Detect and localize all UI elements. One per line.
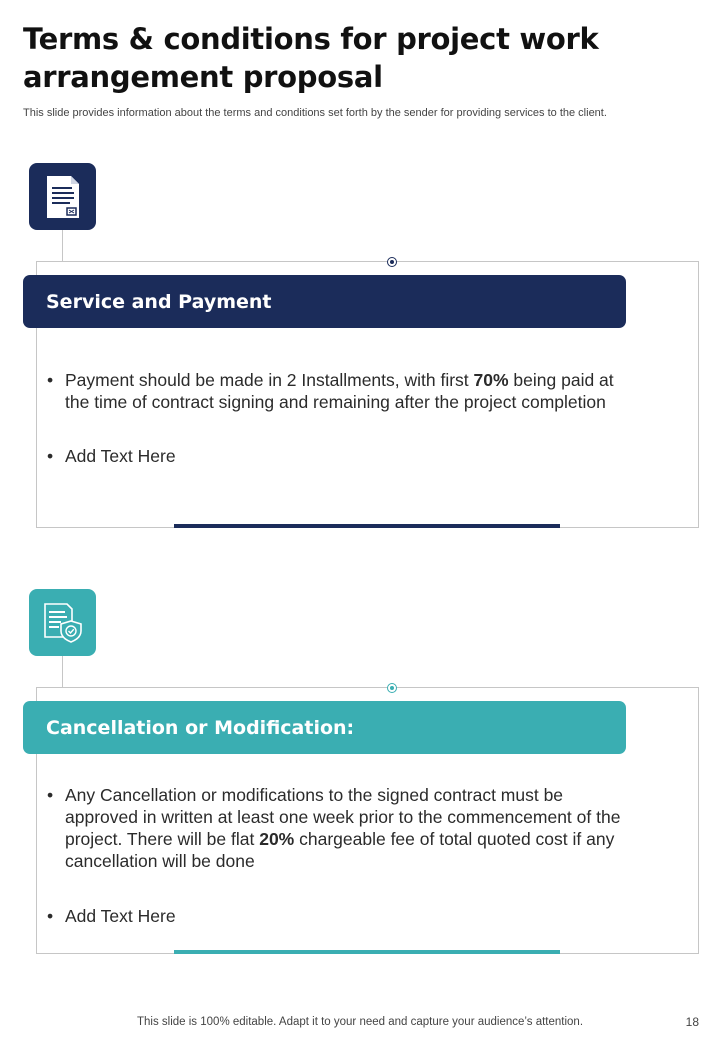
document-icon: [29, 163, 96, 230]
section-heading: [23, 275, 626, 328]
bullet-mark: •: [47, 446, 54, 466]
page-title: Terms & conditions for project work arrangement proposal: [23, 22, 599, 94]
contract-shield-icon: [29, 589, 96, 656]
bullet-list: [47, 369, 637, 467]
accent-bar: [174, 524, 560, 528]
bullet-emphasis: 70%: [473, 370, 509, 390]
list-item: [47, 905, 637, 927]
accent-dot: [387, 257, 397, 267]
bullet-mark: •: [47, 785, 54, 805]
page-subtitle: This slide provides information about the terms and conditions set forth by the sender for providing services to the client.: [23, 107, 607, 119]
section-heading-text: Service and Payment: [46, 290, 272, 313]
bullet-text: being paid at the time of contract signing and remaining after the project completion: [65, 370, 614, 412]
list-item: [47, 784, 637, 872]
bullet-text: Any Cancellation or modifications to the signed contract must be approved in written at least one week prior to the commencement of the project. There will be flat: [65, 785, 621, 849]
bullet-text: Add Text Here: [65, 446, 176, 466]
accent-dot: [387, 683, 397, 693]
bullet-text: chargeable fee of total quoted cost if any cancellation will be done: [65, 829, 615, 871]
section-heading: [23, 701, 626, 754]
bullet-text: Add Text Here: [65, 906, 176, 926]
bullet-mark: •: [47, 370, 54, 390]
bullet-list: [47, 784, 637, 927]
bullet-text: Payment should be made in 2 Installments, with first: [65, 370, 474, 390]
footer-note: This slide is 100% editable. Adapt it to your need and capture your audience’s attention.: [136, 1016, 584, 1028]
connector-line: [62, 230, 63, 262]
page-number: 18: [685, 1015, 699, 1029]
list-item: [47, 445, 637, 467]
bullet-emphasis: 20%: [259, 829, 295, 849]
connector-line: [62, 656, 63, 688]
bullet-mark: •: [47, 906, 54, 926]
list-item: [47, 369, 637, 413]
section-heading-text: Cancellation or Modification:: [46, 716, 355, 739]
accent-bar: [174, 950, 560, 954]
